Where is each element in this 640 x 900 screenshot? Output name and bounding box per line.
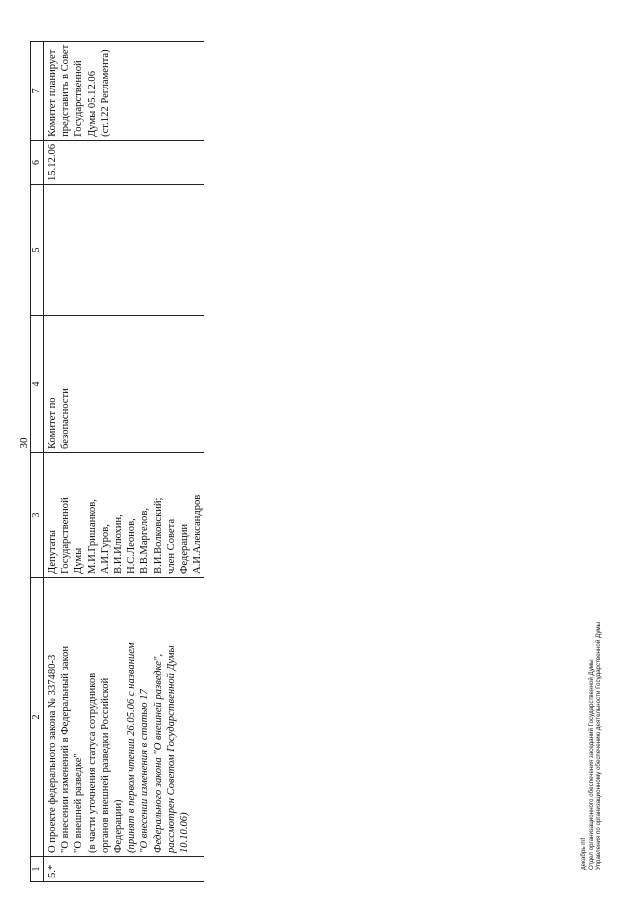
author-line: Государственной [60, 497, 72, 574]
author-line: В.И.Волковский; [152, 497, 164, 574]
committee-line: Комитет по [47, 397, 58, 449]
author-line: Н.С.Леонов, [126, 518, 138, 574]
author-line: В.И.Илюхин, [113, 514, 125, 574]
bill-description-cell [44, 578, 205, 857]
author-line: В.В.Маргелов, [139, 508, 151, 574]
bill-line: О проекте федерального закона № 337480-3 [47, 654, 58, 853]
row-number: 5.* [44, 857, 205, 882]
author-line: член Совета [165, 518, 177, 574]
column-header-1: 1 [31, 857, 44, 882]
page-number: 30 [18, 437, 30, 449]
footer-line: Управления по организационному обеспечению деятельности Государственной Думы [595, 621, 602, 870]
bill-line: Федерального закона "О внешней разведке", [152, 653, 164, 853]
page-footer [580, 622, 603, 870]
author-line: А.И.Гуров, [99, 524, 111, 574]
note-line: Государственной [73, 60, 85, 137]
footer-line: Отдел организационного обеспечения заседаний Государственной Думы [587, 659, 595, 870]
bill-line: (в части уточнения статуса сотрудников [86, 672, 98, 853]
committee-cell [44, 316, 205, 453]
column-header-5: 5 [31, 185, 44, 316]
bill-line: органов внешней разведки Российской [99, 677, 111, 853]
column-header-7: 7 [31, 41, 44, 140]
note-line: представить в Совет [60, 44, 72, 137]
note-line: (ст.122 Регламента) [99, 49, 111, 137]
column-header-4: 4 [31, 316, 44, 453]
column-5-cell [44, 185, 205, 316]
bill-line: "О внесении изменений в Федеральный закон [60, 645, 72, 853]
bill-line: "О внешней разведке" [73, 753, 85, 853]
author-line: А.И.Александров [192, 494, 204, 574]
bill-table [30, 41, 204, 882]
note-cell [44, 41, 205, 140]
footer-line: декабрь mf [580, 837, 587, 870]
column-header-2: 2 [31, 578, 44, 857]
bill-line: 10.10.06) [179, 812, 191, 853]
note-line: Комитет планирует [47, 49, 58, 137]
author-line: Депутаты [47, 530, 58, 574]
committee-line: безопасности [60, 388, 72, 449]
bill-line: (принят в первом чтении 26.05.06 с названием [126, 642, 138, 853]
author-line: Федерации [179, 523, 191, 574]
author-line: М.И.Гришанков, [86, 499, 98, 574]
header-row [31, 41, 44, 881]
author-line: Думы [73, 547, 85, 574]
table-row [44, 41, 205, 881]
bill-line: "О внесении изменения в статью 17 [139, 689, 151, 853]
authors-cell [44, 453, 205, 578]
note-line: Думы 05.12.06 [86, 70, 98, 137]
column-header-6: 6 [31, 140, 44, 184]
bill-line: рассмотрен Советом Государственной Думы [165, 645, 177, 853]
date-cell: 15.12.06 [44, 140, 205, 184]
bill-line: Федерации) [113, 799, 125, 853]
column-header-3: 3 [31, 453, 44, 578]
